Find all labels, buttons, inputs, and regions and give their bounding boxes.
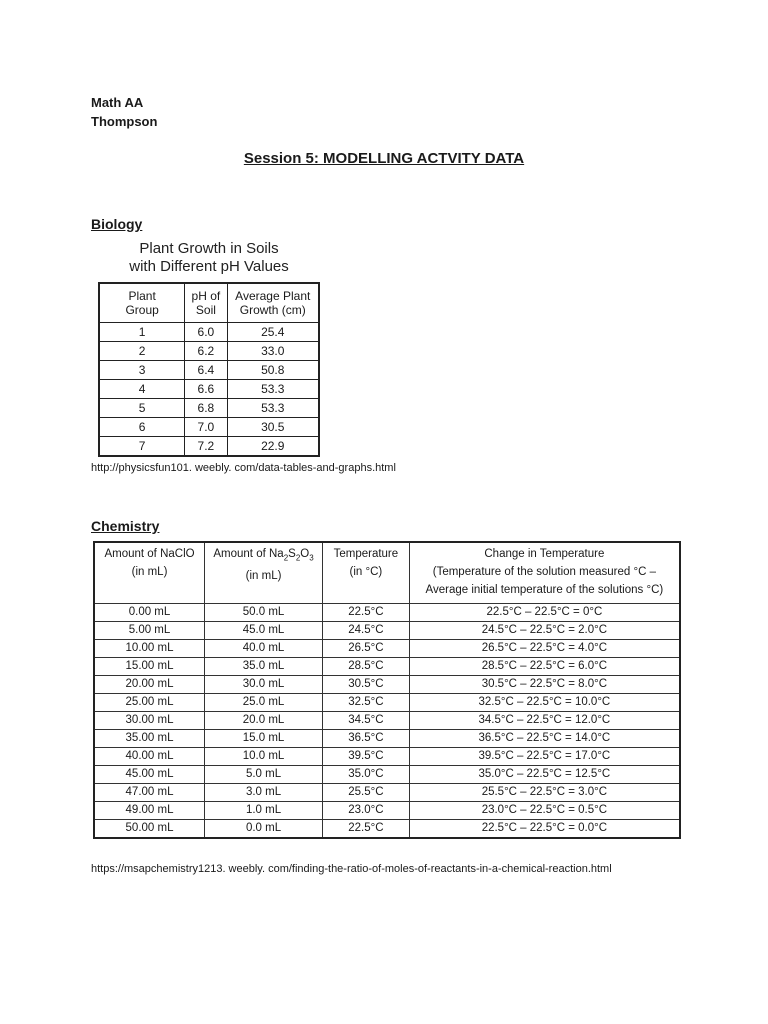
table-cell: 3.0 mL — [205, 784, 323, 802]
table-cell: 34.5°C – 22.5°C = 12.0°C — [409, 712, 680, 730]
table-header-row — [94, 542, 680, 604]
table-row — [99, 361, 319, 380]
table-cell: 50.00 mL — [94, 820, 205, 839]
table-cell: 20.0 mL — [205, 712, 323, 730]
table-row — [94, 676, 680, 694]
table-cell: 5 — [99, 399, 185, 418]
formula-subscript: 2 — [295, 553, 301, 563]
formula-part: O — [300, 548, 310, 560]
header-line: (in mL) — [245, 570, 282, 583]
table-cell: 6.4 — [185, 361, 227, 380]
table-cell: 30.5°C – 22.5°C = 8.0°C — [409, 676, 680, 694]
chemistry-source-link[interactable]: https://msapchemistry1213. weebly. com/finding-the-ratio-of-moles-of-reactants-in-a-chemical-reaction.html — [91, 863, 612, 875]
table-row — [94, 640, 680, 658]
table-cell: 35.0°C – 22.5°C = 12.5°C — [409, 766, 680, 784]
table-cell: 6.0 — [185, 323, 227, 342]
header-line: (in °C) — [349, 566, 383, 578]
course-name: Math AA — [91, 95, 144, 110]
table-cell: 35.0 mL — [205, 658, 323, 676]
biology-source-link[interactable]: http://physicsfun101. weebly. com/data-tables-and-graphs.html — [91, 462, 396, 474]
table-cell: 47.00 mL — [94, 784, 205, 802]
table-cell: 40.0 mL — [205, 640, 323, 658]
table-cell: 1.0 mL — [205, 802, 323, 820]
header-line: Temperature — [333, 548, 399, 560]
table-cell: 2 — [99, 342, 185, 361]
table-cell: 26.5°C — [323, 640, 410, 658]
table-cell: 0.0 mL — [205, 820, 323, 839]
table-cell: 0.00 mL — [94, 604, 205, 622]
header-line: Amount of NaClO — [104, 548, 195, 560]
header-line: Growth (cm) — [239, 303, 306, 317]
table-cell: 3 — [99, 361, 185, 380]
table-cell: 25.5°C – 22.5°C = 3.0°C — [409, 784, 680, 802]
table-cell: 32.5°C – 22.5°C = 10.0°C — [409, 694, 680, 712]
biology-table-caption — [98, 240, 320, 276]
table-row — [94, 712, 680, 730]
table-cell: 1 — [99, 323, 185, 342]
table-row — [94, 820, 680, 839]
table-cell: 5.00 mL — [94, 622, 205, 640]
header-line: Average initial temperature of the solutions °C) — [425, 584, 664, 596]
table-row — [99, 342, 319, 361]
table-row — [94, 658, 680, 676]
formula-subscript: 3 — [309, 553, 314, 563]
table-cell: 36.5°C — [323, 730, 410, 748]
table-cell: 28.5°C — [323, 658, 410, 676]
table-cell: 7.2 — [185, 437, 227, 457]
caption-line-1: Plant Growth in Soils — [139, 240, 279, 257]
table-cell: 10.0 mL — [205, 748, 323, 766]
table-cell: 22.5°C – 22.5°C = 0.0°C — [409, 820, 680, 839]
table-cell: 39.5°C – 22.5°C = 17.0°C — [409, 748, 680, 766]
table-header-row — [99, 283, 319, 323]
column-header-temperature — [323, 542, 410, 604]
table-cell: 30.5 — [227, 418, 319, 437]
table-cell: 40.00 mL — [94, 748, 205, 766]
table-cell: 45.00 mL — [94, 766, 205, 784]
column-header-plant-group — [99, 283, 185, 323]
formula-subscript: 2 — [283, 553, 289, 563]
table-cell: 33.0 — [227, 342, 319, 361]
caption-line-2: with Different pH Values — [129, 258, 289, 275]
table-cell: 25.4 — [227, 323, 319, 342]
biology-heading: Biology — [91, 216, 143, 232]
table-cell: 22.5°C — [323, 604, 410, 622]
table-cell: 50.0 mL — [205, 604, 323, 622]
table-cell: 15.0 mL — [205, 730, 323, 748]
table-row — [94, 766, 680, 784]
table-row — [94, 784, 680, 802]
chemistry-table — [93, 541, 681, 839]
table-row — [94, 694, 680, 712]
table-cell: 10.00 mL — [94, 640, 205, 658]
column-header-growth — [227, 283, 319, 323]
table-cell: 7.0 — [185, 418, 227, 437]
table-cell: 15.00 mL — [94, 658, 205, 676]
table-row — [94, 604, 680, 622]
header-line: Average Plant — [235, 289, 311, 303]
column-header-naclo — [94, 542, 205, 604]
teacher-name: Thompson — [91, 114, 158, 129]
table-cell: 6.6 — [185, 380, 227, 399]
table-cell: 23.0°C — [323, 802, 410, 820]
table-cell: 20.00 mL — [94, 676, 205, 694]
formula-part: S — [288, 548, 296, 560]
table-cell: 30.00 mL — [94, 712, 205, 730]
header-line: pH of — [191, 289, 221, 303]
table-cell: 39.5°C — [323, 748, 410, 766]
table-row — [99, 380, 319, 399]
table-cell: 30.5°C — [323, 676, 410, 694]
table-row — [94, 748, 680, 766]
table-cell: 22.5°C – 22.5°C = 0°C — [409, 604, 680, 622]
table-cell: 25.0 mL — [205, 694, 323, 712]
table-cell: 30.0 mL — [205, 676, 323, 694]
header-line: Change in Temperature — [484, 548, 605, 560]
table-cell: 45.0 mL — [205, 622, 323, 640]
table-cell: 35.0°C — [323, 766, 410, 784]
table-cell: 6.8 — [185, 399, 227, 418]
header-line: Plant — [128, 289, 156, 303]
table-cell: 6 — [99, 418, 185, 437]
table-cell: 22.5°C — [323, 820, 410, 839]
table-cell: 50.8 — [227, 361, 319, 380]
table-cell: 36.5°C – 22.5°C = 14.0°C — [409, 730, 680, 748]
table-row — [99, 323, 319, 342]
page-title: Session 5: MODELLING ACTVITY DATA — [243, 150, 525, 167]
table-row — [94, 802, 680, 820]
table-row — [94, 622, 680, 640]
table-cell: 35.00 mL — [94, 730, 205, 748]
table-cell: 25.00 mL — [94, 694, 205, 712]
table-cell: 23.0°C – 22.5°C = 0.5°C — [409, 802, 680, 820]
table-cell: 4 — [99, 380, 185, 399]
table-cell: 24.5°C – 22.5°C = 2.0°C — [409, 622, 680, 640]
table-row — [99, 437, 319, 457]
table-row — [99, 418, 319, 437]
table-cell: 7 — [99, 437, 185, 457]
table-row — [99, 399, 319, 418]
table-cell: 53.3 — [227, 399, 319, 418]
table-cell: 34.5°C — [323, 712, 410, 730]
chemistry-table-body — [94, 604, 680, 839]
table-cell: 5.0 mL — [205, 766, 323, 784]
table-cell: 24.5°C — [323, 622, 410, 640]
table-cell: 49.00 mL — [94, 802, 205, 820]
table-cell: 25.5°C — [323, 784, 410, 802]
header-line: Soil — [195, 303, 216, 317]
header-line: (Temperature of the solution measured °C – — [432, 566, 656, 578]
column-header-ph — [185, 283, 227, 323]
table-cell: 22.9 — [227, 437, 319, 457]
table-cell: 32.5°C — [323, 694, 410, 712]
chemistry-heading: Chemistry — [91, 518, 160, 534]
table-row — [94, 730, 680, 748]
header-line — [205, 545, 322, 567]
table-cell: 28.5°C – 22.5°C = 6.0°C — [409, 658, 680, 676]
formula-part: Amount of Na — [213, 548, 284, 560]
table-cell: 6.2 — [185, 342, 227, 361]
header-line: Group — [125, 303, 159, 317]
table-cell: 26.5°C – 22.5°C = 4.0°C — [409, 640, 680, 658]
biology-table — [98, 282, 320, 457]
header-line: (in mL) — [131, 566, 168, 578]
table-cell: 53.3 — [227, 380, 319, 399]
column-header-thiosulfate — [205, 542, 323, 604]
column-header-change-in-temperature — [409, 542, 680, 604]
